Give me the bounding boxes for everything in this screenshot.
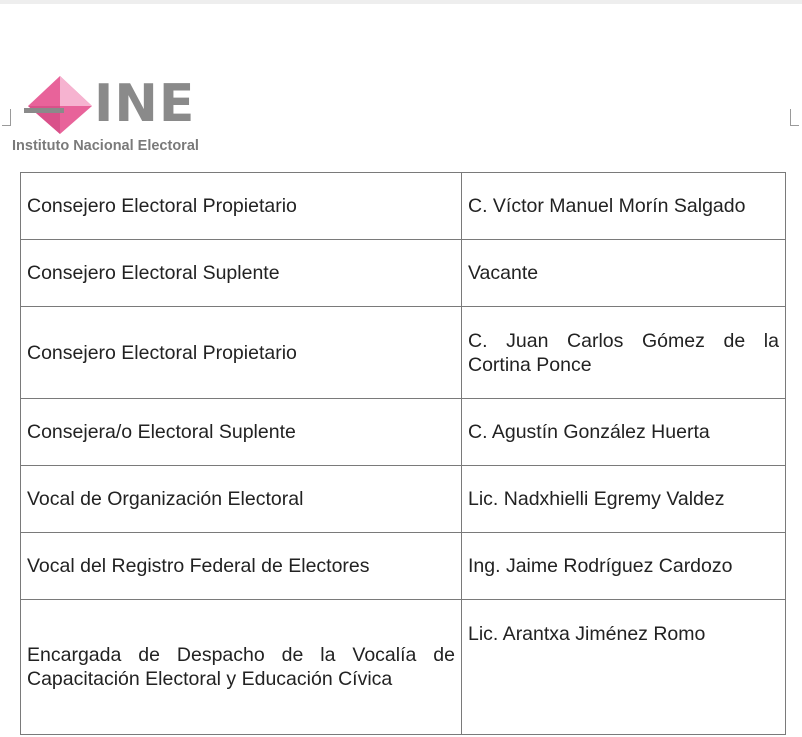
role-cell: Consejero Electoral Propietario xyxy=(21,173,462,240)
role-cell: Vocal de Organización Electoral xyxy=(21,466,462,533)
ine-diamond-icon xyxy=(24,74,94,136)
table-row xyxy=(21,466,786,533)
name-cell: C. Agustín González Huerta xyxy=(462,399,786,466)
ine-wordmark: INE xyxy=(94,74,196,134)
table-row xyxy=(21,399,786,466)
officials-table xyxy=(20,172,786,735)
table-row xyxy=(21,600,786,735)
table-row xyxy=(21,307,786,399)
role-cell: Vocal del Registro Federal de Electores xyxy=(21,533,462,600)
role-cell: Consejero Electoral Suplente xyxy=(21,240,462,307)
role-cell: Consejera/o Electoral Suplente xyxy=(21,399,462,466)
name-cell: Vacante xyxy=(462,240,786,307)
name-cell: C. Víctor Manuel Morín Salgado xyxy=(462,173,786,240)
margin-corner-mark-right xyxy=(790,109,799,126)
ine-subtitle: Instituto Nacional Electoral xyxy=(12,138,199,154)
page-top-strip xyxy=(0,0,802,4)
role-cell: Encargada de Despacho de la Vocalía de Capacitación Electoral y Educación Cívica xyxy=(21,600,462,735)
table-row xyxy=(21,533,786,600)
name-cell: Lic. Arantxa Jiménez Romo xyxy=(462,600,786,735)
role-cell: Consejero Electoral Propietario xyxy=(21,307,462,399)
table-row xyxy=(21,173,786,240)
table-row xyxy=(21,240,786,307)
ine-logo xyxy=(10,72,250,156)
name-cell: Lic. Nadxhielli Egremy Valdez xyxy=(462,466,786,533)
name-cell: C. Juan Carlos Gómez de la Cortina Ponce xyxy=(462,307,786,399)
name-cell: Ing. Jaime Rodríguez Cardozo xyxy=(462,533,786,600)
